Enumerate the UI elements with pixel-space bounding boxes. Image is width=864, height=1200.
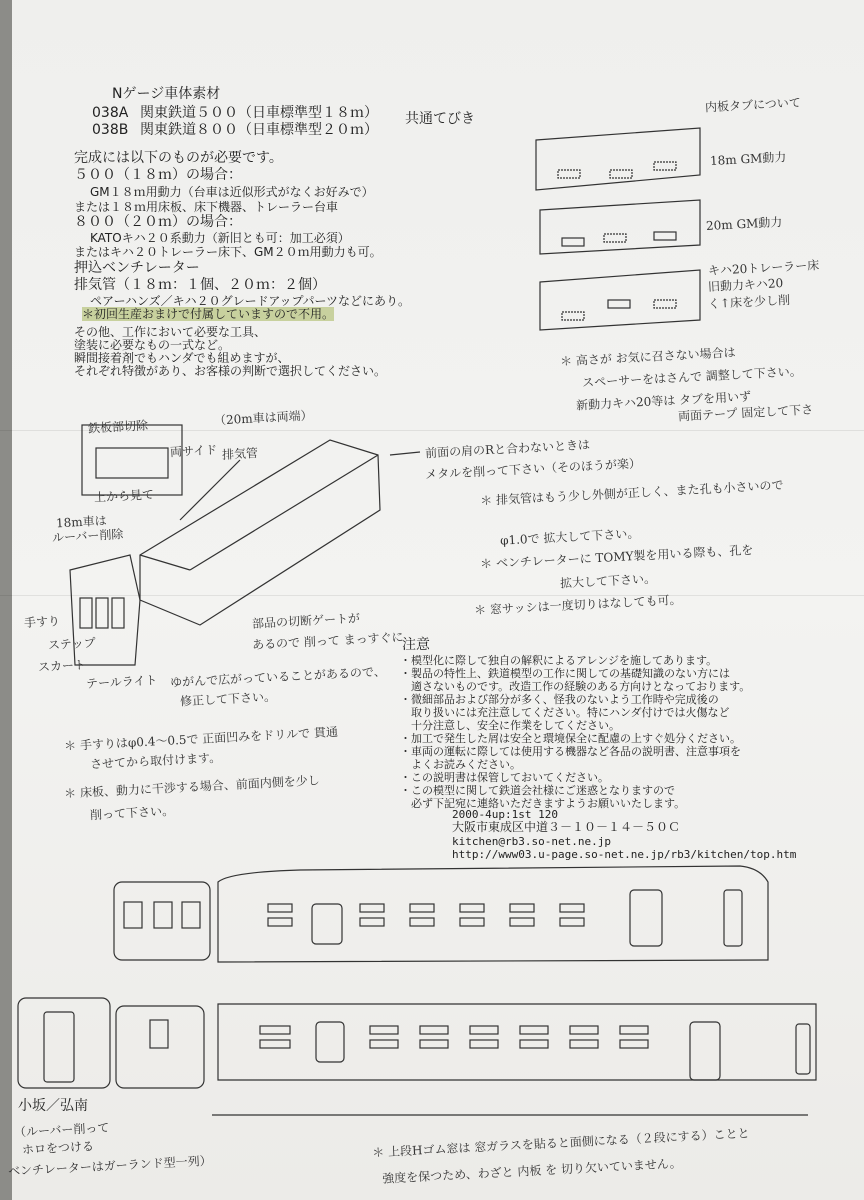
caution-item: 十分注意し、安全に作業をしてください。 [400, 719, 620, 732]
hw-cut-side: 両サイド [169, 442, 218, 460]
hw-tab-old: 旧動力キハ20 [707, 276, 784, 294]
hw-height-note: 新動力キハ20等は タブを用いず [575, 389, 752, 413]
hw-tab-20m: 20m GM動力 [705, 215, 783, 233]
hw-step: ステップ [47, 635, 97, 653]
contact-email: kitchen@rb3.so-net.ne.jp [452, 835, 611, 848]
caution-item: 適さないものです。改造工作の経験のある方向けとなっております。 [400, 680, 751, 693]
hw-sash-note: ＊ 窓サッシは一度切りはなしても可。 [473, 592, 682, 618]
caution-item: ・加工で発生した屑は安全と環境保全に配慮の上すぐ処分ください。 [400, 732, 741, 745]
caution-item: 必ず下記宛に連絡いただきますようお願いいたします。 [400, 797, 686, 810]
hw-vent-note: 拡大して下さい。 [559, 571, 657, 591]
hw-handrail: 手すり [23, 614, 61, 630]
common-note: 共通てびき [405, 111, 475, 127]
req-intro: 完成には以下のものが必要です。 [74, 150, 283, 166]
req-18m-line: または１８ｍ用床板、床下機器、トレーラー台車 [74, 200, 339, 214]
hw-louver: 18m車は [55, 513, 107, 531]
hw-kosaka-note: ホロをつける [21, 1139, 95, 1157]
hw-vent-note: ＊ ベンチレーターに TOMY製を用いる際も、孔を [479, 542, 754, 572]
hw-exhaust-note: φ1.0で 拡大して下さい。 [499, 526, 640, 548]
caution-item: よくお読みください。 [400, 758, 521, 771]
hw-height-note: 両面テープ 固定して下さ [677, 402, 814, 424]
hw-tab-trailer: キハ20トレーラー床 [707, 258, 820, 278]
req-20m-line: またはキハ２０トレーラー床下、GM２０ｍ用動力も可。 [74, 245, 382, 259]
product-name: 関東鉄道８００（日車標準型２０ｍ） [140, 122, 378, 138]
hw-floor-note: ＊ 床板、動力に干渉する場合、前面内側を少し [63, 773, 321, 801]
hw-handrail-note: ＊ 手すりはφ0.4〜0.5で 正面凹みをドリルで 貫通 [63, 724, 339, 754]
hw-warp: 修正して下さい。 [179, 689, 277, 709]
hw-tab-shave: く↑床を少し削 [707, 292, 791, 312]
caution-item: 取り扱いには充注意してください。特にハンダ付けでは火傷など [400, 706, 730, 719]
hw-height-note: スペーサーをはさんで 調整して下さい。 [581, 364, 803, 390]
req-other: それぞれ特徴があり、お客様の判断で選択してください。 [74, 364, 387, 378]
req-other: 瞬間接着剤でもハンダでも組めますが、 [74, 351, 290, 365]
hw-louver: ルーバー削除 [51, 527, 124, 545]
hw-gate: あるので 削って まっすぐに [251, 630, 404, 652]
product-code: 038B [92, 122, 129, 138]
req-18m-line: GM１８ｍ用動力（台車は近似形式がなくお好みで） [90, 185, 374, 199]
doc-title: Nゲージ車体素材 [112, 86, 221, 102]
caution-item: ・製品の特性上、鉄道模型の工作に関しての基礎知識のない方には [400, 667, 730, 680]
hw-cut-label: 鉄板部切除 [87, 418, 149, 436]
req-ventilator: 押込ベンチレーター [74, 260, 200, 276]
req-20m-head: ８００（２０ｍ）の場合： [74, 214, 242, 230]
contact-address: 大阪市東成区中道３－１０－１４－５０Ｃ [452, 820, 681, 834]
hw-upper-window-note: 強度を保つため、わざと 内板 を 切り欠いていません。 [381, 1156, 682, 1186]
req-exhaust: 排気管（１８ｍ：１個、２０ｍ：２個） [74, 277, 326, 293]
caution-heading: 注意 [402, 637, 430, 653]
kosaka-konan-label: 小坂／弘南 [18, 1098, 88, 1114]
caution-item: ・この説明書は保管しておいてください。 [400, 771, 609, 784]
hw-kosaka-note: （ルーバー削って [13, 1120, 110, 1140]
req-20m-line: KATOキハ２０系動力（新旧とも可：加工必須） [90, 231, 350, 245]
contact-url: http://www03.u-page.so-net.ne.jp/rb3/kitchen/top.htm [452, 848, 797, 861]
hw-exhaust-note: ＊ 排気管はもう少し外側が正しく、また孔も小さいので [479, 478, 784, 508]
hw-top-view: 上から見て [93, 487, 155, 505]
hw-inner-tab-title: 内板タブについて [704, 95, 802, 115]
hw-height-note: ＊ 高さが お気に召さない場合は [559, 345, 736, 369]
hw-tail-light: テールライト [85, 673, 158, 691]
caution-item: ・この模型に関して鉄道会社様にご迷惑となりますので [400, 784, 675, 797]
req-18m-head: ５００（１８ｍ）の場合： [74, 167, 242, 183]
product-code: 038A [92, 105, 129, 121]
hw-kosaka-note: ベンチレーターはガーランド型一列） [7, 1153, 212, 1179]
product-name: 関東鉄道５００（日車標準型１８ｍ） [140, 105, 378, 121]
hw-front-r: メタルを削って下さい（そのほうが楽） [424, 456, 642, 482]
hw-floor-note: 削って下さい。 [89, 803, 175, 823]
req-first-run-note: ＊初回生産おまけで付属していますので不用。 [82, 307, 335, 321]
caution-item: ・車両の運転に際しては使用する機器など各品の説明書、注意事項を [400, 745, 741, 758]
hw-skirt: スカート [37, 657, 87, 675]
req-other: その他、工作において必要な工具、 [74, 325, 267, 339]
hw-warp: ゆがんで広がっていることがあるので、 [169, 664, 387, 690]
hw-gate: 部品の切断ゲートが [251, 611, 361, 631]
req-exhaust-note: ペアーハンズ／キハ２０グレードアップパーツなどにあり。 [90, 294, 411, 308]
hw-exhaust-pipe: 排気管 [221, 446, 259, 462]
caution-item: ・微細部品および部分が多く、怪我のないよう工作時や完成後の [400, 693, 719, 706]
hw-upper-window-note: ＊ 上段Hゴム窓は 窓ガラスを貼ると面側になる（２段にする）ことと [371, 1126, 750, 1160]
hw-front-r: 前面の肩のRと合わないときは [424, 437, 591, 461]
caution-item: ・模型化に際して独自の解釈によるアレンジを施してあります。 [400, 654, 718, 667]
req-other: 塗装に必要なもの一式など。 [74, 338, 231, 352]
contact-date: 2000-4up:1st 120 [452, 808, 558, 821]
hw-tab-18m: 18m GM動力 [709, 150, 787, 168]
hw-20m-both: （20m車は両端） [213, 408, 313, 428]
hw-handrail-note: させてから取付けます。 [89, 750, 222, 772]
